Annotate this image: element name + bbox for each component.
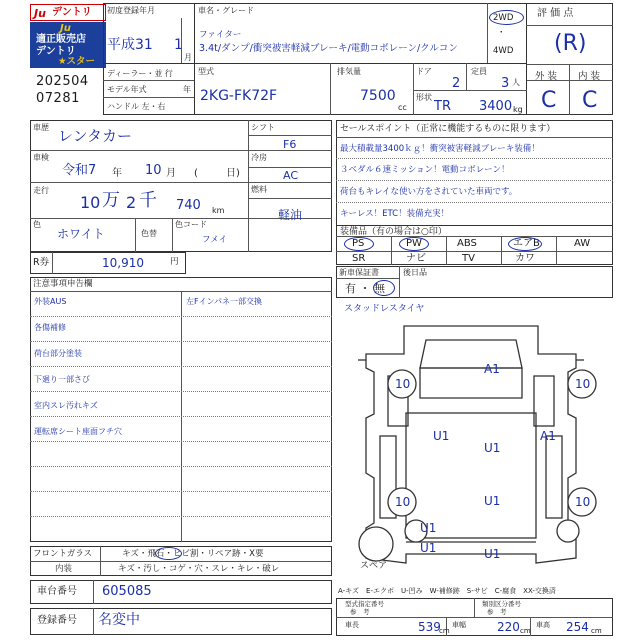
sales-h1 [336, 137, 613, 138]
mileage-man-value: 10 [80, 193, 101, 212]
mileage-rest: 740 [176, 198, 201, 213]
mark-8: 10 [395, 495, 411, 509]
color-code-label: 色コード [175, 220, 207, 229]
equip-pw-circle [399, 237, 429, 251]
equip-aw: AW [574, 238, 591, 249]
logo-badge-ju: Ju [60, 23, 71, 34]
note-left-1: 外装AUS [34, 297, 67, 306]
wd-dot: ・ [497, 28, 506, 38]
hist-v3 [172, 218, 173, 252]
logo-badge-sub1: 適正販売店 [36, 34, 86, 45]
mark-2: 10 [395, 377, 411, 391]
color-value: ホワイト [57, 227, 105, 241]
rating-value: (R) [554, 31, 587, 56]
equip-ps: PS [352, 238, 365, 249]
note-left-3: 荷台部分塗装 [34, 349, 82, 358]
height-label: 車高 [536, 621, 550, 629]
height-value: 254 [566, 620, 589, 634]
spec-v1 [330, 63, 331, 115]
mileage-man: 万 [102, 190, 120, 211]
measures-h1 [336, 617, 613, 618]
door-label: ドア [416, 67, 432, 76]
notes-h3 [30, 366, 332, 367]
equip-h2 [336, 251, 613, 252]
registration-era: 平成31 [107, 37, 153, 53]
dealer-l2b: 年 [183, 85, 191, 94]
equip-abs: ABS [457, 238, 477, 249]
equip-sr: SR [352, 253, 366, 264]
dealer-l1: ディーラー・並 行 [107, 69, 173, 78]
lot-number-1: 202504 [36, 74, 89, 89]
equip-v3 [501, 236, 502, 265]
spec-v2 [413, 63, 414, 115]
damage-legend: A-キズ E-エクボ U-凹み W-補修跡 S-サビ C-腐食 XX-交換済 [338, 587, 556, 595]
logo-block [30, 4, 106, 117]
load-unit: kg [513, 105, 523, 114]
equip-v2 [446, 236, 447, 265]
shift-label: シフト [251, 123, 275, 132]
load-value: 3400 [479, 99, 513, 114]
spare-tire [359, 527, 393, 561]
model-line1: ファイター [199, 30, 242, 40]
front-glass-circle [155, 547, 182, 560]
shaken-day-open: ( [194, 168, 198, 179]
glass-h [30, 561, 332, 562]
cap-unit: 人 [512, 78, 520, 87]
model-line2: 3.4t/ダンプ/衝突被害軽減ブレーキ/電動コボレーン/クルコン [199, 43, 458, 54]
shape-label: 形状 [416, 93, 432, 102]
shaken-month: 10 [145, 163, 162, 178]
dealer-h2 [103, 97, 195, 98]
mark-12: U1 [484, 547, 501, 561]
recycle-value: 10,910 [102, 256, 144, 270]
logo-badge [30, 22, 106, 68]
shift-value: F6 [283, 138, 297, 151]
spec-v3 [466, 63, 467, 90]
interior-grade: C [582, 88, 598, 113]
interior-color-label: 色替 [141, 229, 157, 238]
fuel-label: 燃料 [251, 185, 267, 194]
wheel-rr2 [557, 520, 579, 542]
mileage-km: km [212, 206, 225, 215]
equip-airbag: エアB [513, 238, 540, 249]
logo-badge-sub2: デントリ [36, 46, 76, 57]
shaken-month-suffix: 月 [166, 168, 176, 179]
vehicle-diagram [336, 298, 613, 580]
sales-h4 [336, 202, 613, 203]
interior-cond-label: 内装 [55, 564, 73, 574]
mark-9: 10 [575, 495, 591, 509]
width-label: 車幅 [452, 621, 466, 629]
notes-h4 [30, 391, 332, 392]
owner-label: 登録番号 [37, 615, 77, 626]
logo-badge-sub3: ★スター [58, 56, 96, 67]
notes-h8 [30, 491, 332, 492]
sales-item-1: 最大積載量3400ｋｇ！衝突被害軽減ブレーキ装備！ [340, 144, 540, 154]
sales-title: セールスポイント（正常に機能するものに限ります） [340, 124, 556, 134]
note-left-4: 下廻り一部さび [34, 375, 90, 384]
m2-label2: 参 考 [487, 608, 507, 616]
book-label: 後日品 [403, 268, 427, 277]
wd-2-circle [489, 10, 524, 25]
sales-h3 [336, 180, 613, 181]
door-value: 2 [452, 76, 461, 91]
equip-h1 [336, 236, 613, 237]
shaken-year: 年 [112, 168, 122, 179]
warranty-v [399, 266, 400, 298]
color-label: 色 [33, 220, 41, 229]
spare-label: スペア [360, 561, 388, 571]
hist-h5 [248, 167, 332, 168]
m2-label: 類別区分番号 [482, 600, 521, 608]
notes-h2 [30, 341, 332, 342]
recycle-label: R券 [33, 257, 50, 268]
sales-item-2: ３ベダル６速ミッション！電動コボレーン！ [340, 165, 510, 175]
reg-divider [181, 18, 182, 64]
mark-6: A1 [540, 429, 556, 443]
cap-label: 定員 [471, 67, 487, 76]
m1-label: 型式指定番号 [345, 600, 384, 608]
cab-roof [420, 340, 522, 368]
shaken-day-close: 日) [226, 168, 240, 179]
sales-h2 [336, 158, 613, 159]
equip-tv: TV [462, 253, 475, 264]
owner-value: 名変中 [98, 612, 140, 628]
cab-windshield [420, 368, 522, 398]
owner-v [93, 608, 94, 635]
notes-h9 [30, 516, 332, 517]
mark-3: 10 [575, 377, 591, 391]
chassis-value: 605085 [102, 584, 152, 599]
color-code-value: フメイ [202, 235, 227, 245]
equip-title: 装備品（有の場合は○印） [340, 227, 447, 237]
right-door [534, 376, 554, 426]
mark-7: U1 [484, 494, 501, 508]
equip-airbag-circle [508, 237, 542, 251]
mileage-label: 走行 [33, 186, 49, 195]
cargo-bed [406, 413, 536, 538]
wd-4: 4WD [493, 46, 514, 56]
exterior-label: 外 装 [535, 71, 558, 82]
length-label: 車長 [345, 621, 359, 629]
history-value: レンタカー [58, 127, 133, 145]
type-value: 2KG-FK72F [200, 88, 278, 104]
equip-leather: カワ [515, 253, 535, 264]
history-label: 車歴 [33, 123, 49, 132]
front-glass-value: キズ・飛石・ヒビ割・リペア跡・X要 [122, 549, 264, 559]
mark-11: U1 [420, 541, 437, 555]
m1-label2: 参 考 [350, 608, 370, 616]
warranty-value: 有 ・ 無 [345, 282, 385, 295]
notes-h6 [30, 441, 332, 442]
equip-v1 [391, 236, 392, 265]
equip-pw: PW [406, 238, 422, 249]
interior-cond-value: キズ・汚し・コゲ・穴・スレ・キレ・破レ [118, 564, 280, 574]
measures-v1 [474, 598, 475, 617]
hist-h2 [30, 182, 332, 183]
sales-item-3: 荷台もキレイな使い方をされていた車両です。 [340, 187, 518, 197]
type-label: 型式 [198, 67, 214, 76]
equip-navi: ナビ [406, 253, 426, 264]
sales-item-4: キーレス！ETC！装備充実！ [340, 209, 450, 219]
note-left-6: 運転席シート座面フチ穴 [34, 427, 122, 436]
dealer-l2: モデル年式 [107, 85, 147, 94]
chassis-v [93, 580, 94, 604]
disp-label: 排気量 [337, 67, 361, 76]
ac-label: 冷房 [251, 153, 267, 162]
spec-box [194, 63, 527, 115]
shaken-label: 車検 [33, 153, 49, 162]
model-label: 車名・グレード [198, 6, 254, 15]
length-unit: cm [439, 627, 450, 635]
dealer-box [103, 63, 195, 115]
note-left-5: 室内スレ汚れキズ [34, 401, 98, 410]
wd-divider [487, 3, 488, 64]
lot-number-2: 07281 [36, 91, 80, 106]
ac-value: AC [283, 169, 299, 182]
diagram-title: スタッドレスタイヤ [344, 304, 425, 314]
cap-value: 3 [501, 76, 510, 91]
fuel-value: 軽油 [278, 208, 303, 222]
rating-h1 [526, 25, 613, 26]
length-value: 539 [418, 620, 441, 634]
hist-h6 [248, 198, 332, 199]
warranty-circle [373, 280, 395, 296]
height-unit: cm [591, 627, 602, 635]
mark-4: U1 [433, 429, 450, 443]
mileage-sen: 千 [139, 190, 157, 211]
mark-10: U1 [420, 521, 437, 535]
equip-v4 [556, 236, 557, 265]
notes-title: 注意事項申告欄 [33, 279, 93, 289]
notes-h5 [30, 416, 332, 417]
warranty-label: 新車保証書 [339, 268, 379, 277]
recycle-unit: 円 [170, 257, 179, 267]
rating-v1 [569, 64, 570, 115]
right-side-panel [546, 436, 562, 518]
shape-value: TR [434, 99, 451, 114]
notes-h7 [30, 466, 332, 467]
spec-h1 [413, 90, 527, 91]
warranty-h [336, 278, 399, 279]
truck-outline [366, 326, 576, 563]
disp-unit: cc [398, 103, 407, 112]
chassis-label: 車台番号 [37, 586, 77, 597]
logo-brand-red: デントリ [52, 7, 92, 18]
exterior-grade: C [541, 88, 557, 113]
registration-label: 初度登録年月 [107, 6, 155, 15]
width-unit: cm [520, 627, 531, 635]
width-value: 220 [497, 620, 520, 634]
notes-h1 [30, 316, 332, 317]
front-glass-label: フロントガラス [33, 549, 92, 559]
logo-brand: Ju [34, 7, 46, 20]
equip-ps-circle [344, 237, 374, 251]
hist-h4 [248, 135, 332, 136]
note-left-2: 各傷補修 [34, 323, 66, 332]
note-right-1: 左Fインパネ一部交換 [186, 297, 263, 306]
recycle-v [52, 252, 53, 274]
dealer-l3: ハンドル 左・右 [107, 102, 166, 111]
mark-5: U1 [484, 441, 501, 455]
hist-v1 [248, 120, 249, 252]
logo-main [30, 4, 106, 21]
interior-label: 内 装 [578, 71, 601, 82]
wd-2: 2WD [493, 13, 514, 23]
rating-label: 評 価 点 [537, 8, 574, 19]
dealer-h1 [103, 80, 195, 81]
shaken-era: 令和7 [62, 163, 97, 178]
mileage-sen-value: 2 [126, 193, 137, 212]
registration-month-suffix: 月 [184, 53, 192, 62]
registration-month: 1 [174, 37, 183, 53]
disp-value: 7500 [360, 88, 396, 104]
model-box [194, 3, 527, 64]
hist-v2 [135, 218, 136, 252]
mark-1: A1 [484, 362, 500, 376]
